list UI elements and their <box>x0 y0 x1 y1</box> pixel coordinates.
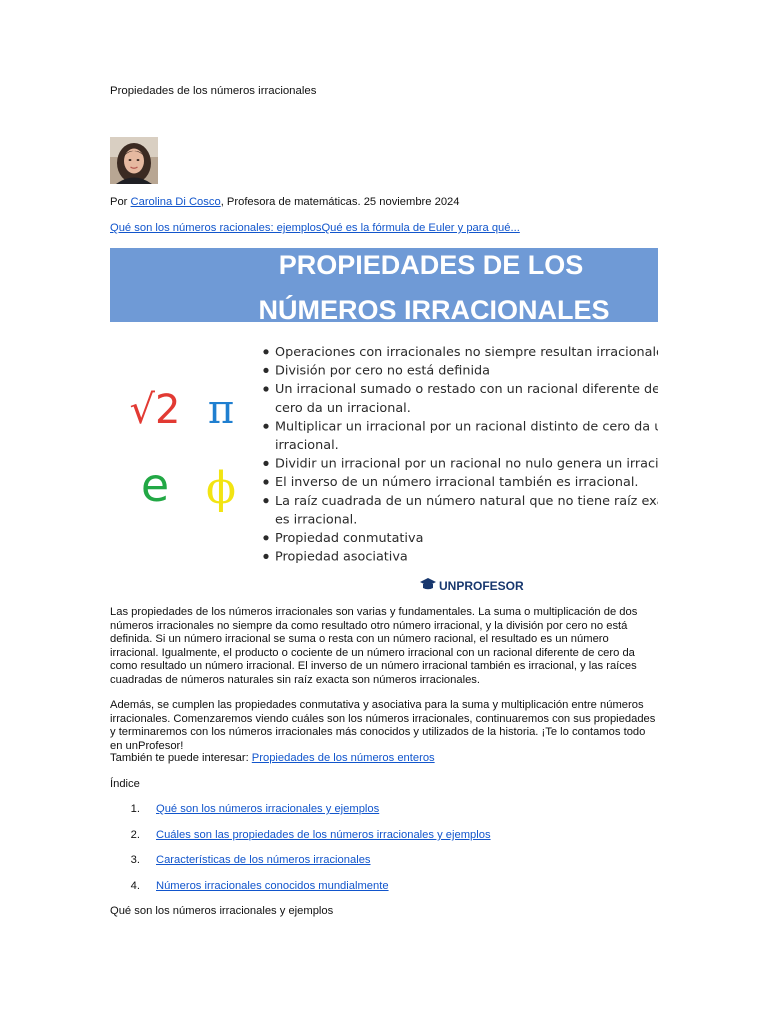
bullet-dot <box>263 461 268 466</box>
byline-suffix: , Profesora de matemáticas. 25 noviembre 2024 <box>220 196 460 208</box>
toc-link-caracteristicas[interactable]: Características de los números irracionales <box>156 854 371 866</box>
banner-bullet-text: El inverso de un número irracional también es irracional. <box>275 475 639 491</box>
also-interest-prefix: También te puede interesar: <box>110 752 252 764</box>
toc-item <box>110 880 389 894</box>
toc-link-que-son[interactable]: Qué son los números irracionales y ejemplos <box>156 803 380 815</box>
bullet-dot <box>263 386 268 391</box>
author-avatar <box>110 137 158 184</box>
toc-link-propiedades[interactable]: Cuáles son las propiedades de los números irracionales y ejemplos <box>156 829 491 841</box>
toc-number: 2. <box>130 829 140 841</box>
table-of-contents <box>110 803 660 893</box>
author-link[interactable]: Carolina Di Cosco <box>130 196 221 208</box>
toc-number: 3. <box>130 854 140 866</box>
related-links <box>110 222 520 236</box>
banner-bullet-text: Multiplicar un irracional por un racional distinto de cero da un <box>275 419 658 435</box>
toc-item <box>110 854 371 868</box>
banner-bullet-text: Un irracional sumado o restado con un racional diferente de <box>275 382 658 398</box>
banner-heading-line2: NÚMEROS IRRACIONALES <box>258 295 610 325</box>
banner-bullet-text: Propiedad asociativa <box>275 549 408 565</box>
index-label: Índice <box>110 778 140 790</box>
also-interest-line <box>110 752 660 766</box>
banner-bullet-text: Operaciones con irracionales no siempre resultan irracionales. <box>275 345 658 360</box>
article-title: Propiedades de los números irracionales <box>110 85 317 97</box>
toc-number: 4. <box>130 880 140 892</box>
byline-prefix: Por <box>110 196 131 208</box>
pi-symbol: π <box>207 387 235 433</box>
banner-bullet-text: cero da un irracional. <box>275 400 411 416</box>
e-symbol: e <box>140 458 170 512</box>
bullet-dot <box>263 554 268 559</box>
toc-item <box>110 803 379 817</box>
section-heading: Qué son los números irracionales y ejemplos <box>110 905 334 917</box>
banner-bullet-text: La raíz cuadrada de un número natural que no tiene raíz exacta <box>275 493 658 509</box>
banner-heading-line1: PROPIEDADES DE LOS <box>278 250 584 280</box>
bullet-dot <box>263 349 268 354</box>
related-link-euler[interactable]: Qué es la fórmula de Euler y para qué... <box>321 222 520 234</box>
banner-bullet-text: es irracional. <box>275 512 358 528</box>
also-interest-link[interactable]: Propiedades de los números enteros <box>251 752 435 764</box>
banner-bullet-text: Dividir un irracional por un racional no nulo genera un irracional. <box>275 456 658 472</box>
toc-link-conocidos[interactable]: Números irracionales conocidos mundialmente <box>156 880 389 892</box>
bullet-dot <box>263 424 268 429</box>
toc-number: 1. <box>130 803 140 815</box>
bullet-dot <box>263 368 268 373</box>
toc-item <box>110 829 491 843</box>
banner-bullet-text: irracional. <box>275 438 339 453</box>
related-link-racionales[interactable]: Qué son los números racionales: ejemplos <box>110 222 322 234</box>
bullet-dot <box>263 479 268 484</box>
phi-symbol: ϕ <box>206 463 236 514</box>
sqrt2-symbol: √2 <box>129 387 181 433</box>
banner-bullet-list <box>263 345 658 565</box>
article-banner-image <box>110 248 658 598</box>
bullet-dot <box>263 498 268 503</box>
banner-bullet-text: División por cero no está definida <box>275 363 490 379</box>
unprofesor-brand: UNPROFESOR <box>439 579 524 593</box>
second-paragraph: Además, se cumplen las propiedades conmutativa y asociativa para la suma y multiplicación entre números irracionales. Comenzaremos viendo cuáles son los números irracionales, continuaremos con sus propiedades y terminaremos con los números irracionales más conocidos y utilizados de la historia. ¡Te lo contamos todo en unProfesor! <box>110 699 656 752</box>
byline <box>110 196 459 210</box>
banner-bullet-text: Propiedad conmutativa <box>275 531 424 546</box>
bullet-dot <box>263 535 268 540</box>
intro-paragraph: Las propiedades de los números irracionales son varias y fundamentales. La suma o multiplicación de dos números irracionales no siempre da como resultado otro número irracional, y la división por cero no está definida. Si un número irracional se suma o resta con un número racional, el resultado es un número irracional. Igualmente, el producto o cociente de un número irracional con un racional diferente de cero da como resultado un número irracional. El inverso de un número irracional también es irracional, y las raíces cuadradas de números naturales sin raíz exacta son números irracionales. <box>110 606 638 686</box>
unprofesor-logo <box>420 578 524 593</box>
